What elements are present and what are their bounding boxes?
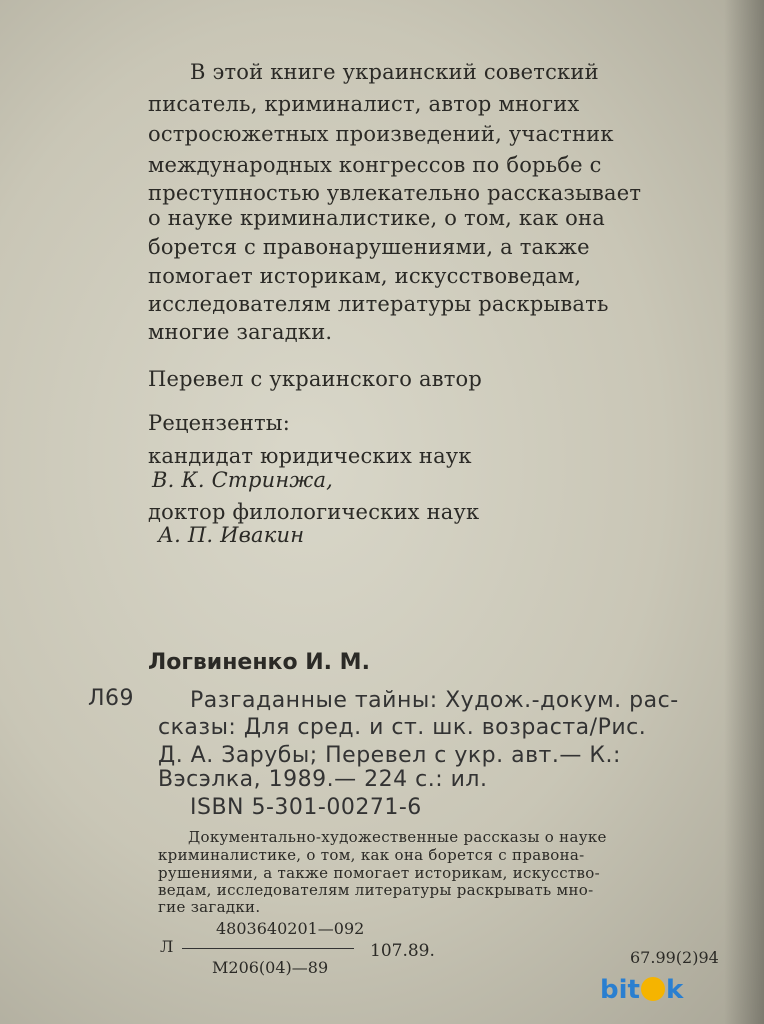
reviewer-2-title: доктор филологических наук <box>148 500 480 524</box>
formula-bottom: М206(04)—89 <box>212 958 329 977</box>
catalog-line: Вэсэлка, 1989.— 224 с.: ил. <box>158 767 488 792</box>
abstract-line: криминалистике, о том, как она борется с правона- <box>158 846 585 864</box>
reviewer-1-title: кандидат юридических наук <box>148 444 472 468</box>
catalog-author: Логвиненко И. М. <box>148 650 370 675</box>
catalog-code: Л69 <box>88 686 135 711</box>
page-shadow <box>724 0 764 1024</box>
annotation-line: В этой книге украинский советский <box>190 60 599 84</box>
annotation-line: исследователям литературы раскрывать <box>148 292 609 316</box>
formula-rule <box>182 948 354 949</box>
formula-right: 107.89. <box>370 941 435 961</box>
formula-letter: Л <box>160 937 174 956</box>
watermark-hand-icon <box>641 977 665 1001</box>
annotation-line: помогает историкам, искусствоведам, <box>148 264 582 288</box>
reviewer-2-name: А. П. Ивакин <box>158 523 305 547</box>
reviewer-1-name: В. К. Стринжа, <box>152 468 334 492</box>
translator-note: Перевел с украинского автор <box>148 367 483 391</box>
annotation-line: писатель, криминалист, автор многих <box>148 92 580 116</box>
catalog-line: Разгаданные тайны: Худож.-докум. рас- <box>190 688 679 713</box>
watermark-text-left: bit <box>600 975 640 1005</box>
abstract-line: рушениями, а также помогает историкам, искусство- <box>158 864 600 882</box>
reviewers-heading: Рецензенты: <box>148 411 290 435</box>
catalog-line: Д. А. Зарубы; Перевел с укр. авт.— К.: <box>158 743 621 768</box>
annotation-line: борется с правонарушениями, а также <box>148 235 590 259</box>
annotation-line: международных конгрессов по борьбе с <box>148 153 602 177</box>
annotation-line: преступностью увлекательно рассказывает <box>148 181 642 205</box>
annotation-line: остросюжетных произведений, участник <box>148 122 614 146</box>
catalog-line: сказы: Для сред. и ст. шк. возраста/Рис. <box>158 715 647 740</box>
bbk-index: 67.99(2)94 <box>630 948 719 967</box>
annotation-line: о науке криминалистике, о том, как она <box>148 206 605 230</box>
abstract-line: ведам, исследователям литературы раскрывать мно- <box>158 881 594 899</box>
catalog-isbn: ISBN 5-301-00271-6 <box>190 795 422 820</box>
abstract-line: гие загадки. <box>158 898 261 916</box>
abstract-line: Документально-художественные рассказы о науке <box>188 828 607 846</box>
watermark-logo <box>600 975 683 1005</box>
annotation-line: многие загадки. <box>148 320 333 344</box>
watermark-text-right: k <box>665 975 684 1005</box>
formula-top: 4803640201—092 <box>216 919 365 938</box>
